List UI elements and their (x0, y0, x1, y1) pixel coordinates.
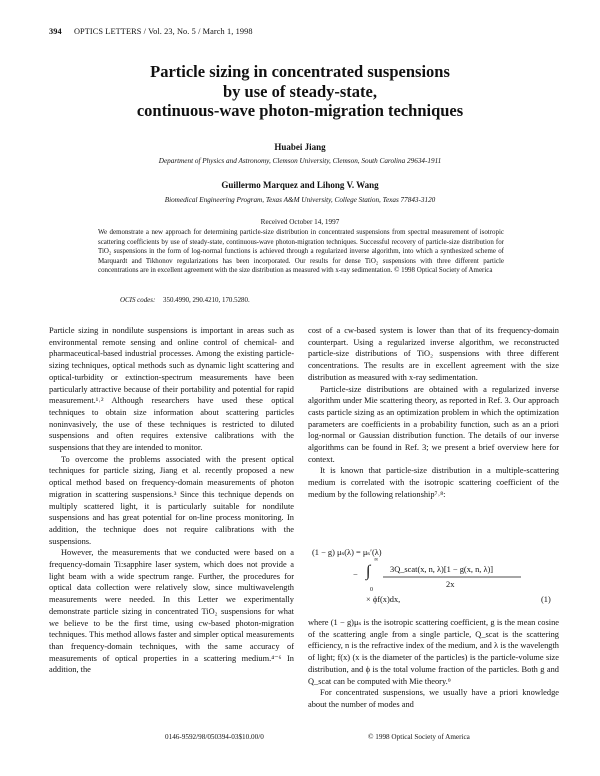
abstract: We demonstrate a new approach for determining particle-size distribution in concentrated suspensions from spectral measurement of isotropic scattering coefficients by use of steady-state, continuous-wave photon-migration techniques. Successful recovery of particle-size distribution for TiO₂ suspensions in the form of log-normal functions is achieved through a regularized inverse algorithm, into which a synthesized scheme of Marquardt and Tikhonov regularizations has been incorporated. Our results for dense TiO₂ suspensions with three different particle concentrations are in excellent agreement with the size distribution as measured with x-ray sedimentation. © 1998 Optical Society of America (98, 228, 504, 275)
right-column-bottom (308, 617, 559, 711)
equation-number: (1) (541, 595, 551, 604)
equation-denominator: 2x (446, 580, 455, 589)
body-paragraph: Particle sizing in nondilute suspensions is important in areas such as environmental remote sensing and online control of chemical- and pharmaceutical-based industrial processes. Among the existing particle-sizing techniques, optical methods such as dynamic light scattering and optical-turbidity or extinction-spectrum measurements have been particularly attractive because of their portability and potential for rapid measurement.¹˒² Although researchers have used these optical techniques to obtain size information about scattering particles noninvasively, the use of these techniques is restricted to diluted suspensions and often requires extensive calibrations with the suspensions that they are intended to monitor. (49, 326, 294, 453)
body-paragraph: where (1 − g)μₛ is the isotropic scattering coefficient, g is the mean cosine of the scattering angle from a single particle, Q_scat is the scattering efficiency, n is the refractive index of the medium, and λ is the wavelength of light; f(x) (x is the diameter of the particles) is the particle-volume size distribution, and ϕ is the total volume fraction of the particles. Both g and Q_scat can be computed with Mie theory.⁹ (308, 618, 559, 686)
author-name-2: Guillermo Marquez and Lihong V. Wang (221, 180, 379, 190)
integral-upper-limit: ∞ (374, 557, 379, 563)
received-date: Received October 14, 1997 (260, 218, 340, 226)
equation-numerator: 3Q_scat(x, n, λ)[1 − g(x, n, λ)] (390, 565, 494, 574)
equation-1 (308, 545, 558, 607)
author-affiliation-1: Department of Physics and Astronomy, Clemson University, Clemson, South Carolina 29634-1911 (158, 157, 442, 165)
title-line-3: continuous-wave photon-migration techniques (136, 101, 464, 120)
ocis-codes (120, 296, 250, 304)
footer-copyright: © 1998 Optical Society of America (368, 733, 470, 741)
body-paragraph: However, the measurements that we conducted were based on a frequency-domain Ti:sapphire laser system, which does not provide a light beam with a wide spectrum range. Further, the procedures for optical data collection were relatively slow, since multiwavelength measurements were needed. In this Letter we experimentally demonstrate particle sizing in concentrated TiO₂ suspensions for what we believe to be the first time, using cw-based photon-migration techniques. This method allows faster and simpler optical measurements than frequency-domain techniques, with the same accuracy of measurements of optical properties in a scattering medium.⁴⁻⁶ In addition, the (49, 548, 294, 675)
author-affiliation-2: Biomedical Engineering Program, Texas A&M University, College Station, Texas 77843-3120 (164, 196, 436, 204)
integral-sign: ∫ (366, 563, 371, 580)
body-paragraph: To overcome the problems associated with the present optical techniques for particle sizing, Jiang et al. recently proposed a new optical method based on frequency-domain measurements of photon migration in scattering suspensions.³ Since this technique depends on multiply scattered light, it is particularly suitable for nondilute suspensions and has great potential for on-line process monitoring. In addition, the technique does not require calibrations with the suspensions. (49, 454, 294, 546)
ocis-label: OCIS codes: (120, 296, 156, 304)
paper-title (0, 62, 600, 121)
journal-citation: OPTICS LETTERS / Vol. 23, No. 5 / March 1, 1998 (73, 27, 253, 36)
equation-lhs: (1 − g) μₛ(λ) = μₛ′(λ) (312, 548, 382, 557)
footer-code: 0146-9592/98/050394-03$10.00/0 (165, 733, 264, 741)
body-paragraph: Particle-size distributions are obtained with a regularized inverse algorithm under Mie scattering theory, as reported in Ref. 3. Our approach casts particle sizing as an optimization problem in which the optimization parameters are coefficients in a probability function, such as an a priori log-normal or Gaussian distribution function. The details of our inverse algorithms can be found in Ref. 3; we present a brief overview here for context. (308, 384, 559, 464)
title-line-2: by use of steady-state, (223, 81, 377, 101)
running-head (49, 27, 253, 36)
integral-lower-limit: 0 (370, 587, 373, 593)
right-column-top (308, 325, 559, 501)
title-line-1: Particle sizing in concentrated suspensions (150, 62, 450, 81)
ocis-code-list: 350.4990, 290.4210, 170.5280. (163, 296, 250, 304)
body-paragraph: cost of a cw-based system is lower than that of its frequency-domain counterpart. Using a regularized inverse algorithm, we reconstructed particle-size distributions of TiO₂ suspensions with three different concentrations. The results are in excellent agreement with the size distribution as measured with x-ray sedimentation. (308, 326, 559, 382)
page-number: 394 (49, 27, 62, 36)
body-paragraph: For concentrated suspensions, we usually have a priori knowledge about the number of modes and (308, 688, 559, 709)
equation-tail: × ϕf(x)dx, (366, 595, 401, 604)
left-column (49, 325, 294, 676)
equation-minus: − (353, 570, 358, 579)
body-paragraph: It is known that particle-size distribution in a multiple-scattering medium is correlated with the isotropic scattering coefficient of the medium by the following relationship⁷˒⁸: (308, 466, 559, 499)
author-name-1: Huabei Jiang (274, 142, 326, 152)
